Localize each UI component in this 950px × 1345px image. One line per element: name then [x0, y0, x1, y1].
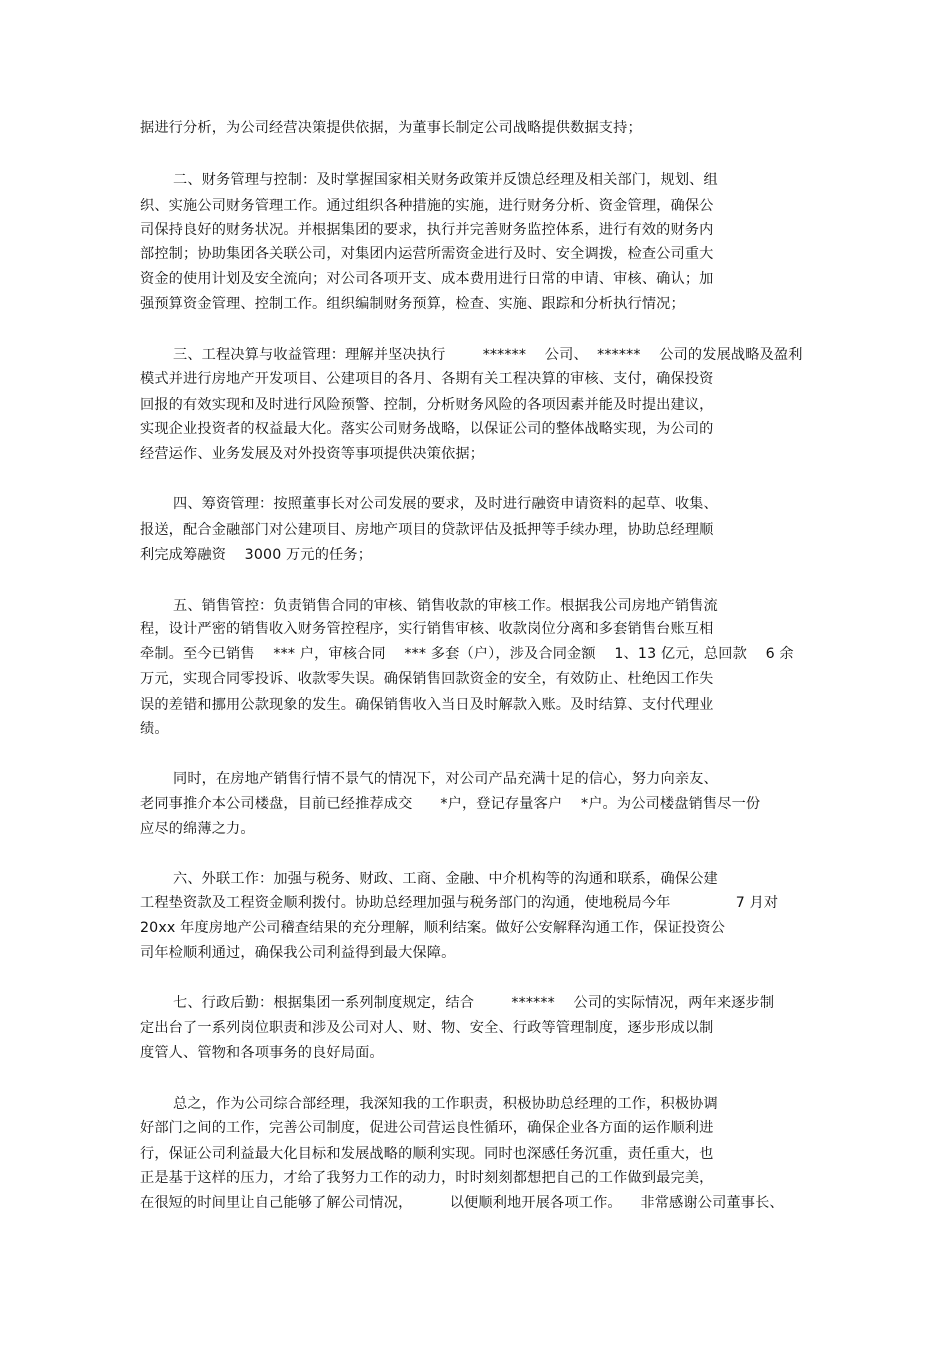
text-line: 误的差错和挪用公款现象的发生。确保销售收入当日及时解款入账。及时结算、支付代理业: [140, 697, 714, 713]
text-line: 定出台了一系列岗位职责和涉及公司对人、财、物、安全、行政等管理制度，逐步形成以制: [140, 1020, 714, 1036]
text-line: 司年检顺利通过，确保我公司利益得到最大保障。: [140, 945, 456, 961]
text-line: 利完成筹融资 3000 万元的任务；: [140, 547, 373, 563]
text-line: 万元，实现合同零投诉、收款零失误。确保销售回款资金的安全，有效防止、杜绝因工作失: [140, 671, 714, 687]
text-line: 牵制。至今已销售 *** 户，审核合同 *** 多套（户），涉及合同金额 1、13 亿元，总回款 6 余: [140, 646, 794, 662]
text-line: 绩。: [140, 721, 169, 737]
text-line: 五、销售管控：负责销售合同的审核、销售收款的审核工作。根据我公司房地产销售流: [173, 598, 718, 614]
text-line: 据进行分析，为公司经营决策提供依据，为董事长制定公司战略提供数据支持；: [140, 120, 642, 136]
text-line: 四、筹资管理：按照董事长对公司发展的要求，及时进行融资申请资料的起草、收集、: [173, 496, 718, 512]
text-line: 程，设计严密的销售收入财务管控程序，实行销售审核、收款岗位分离和多套销售台账互相: [140, 621, 714, 637]
text-line: 度管人、管物和各项事务的良好局面。: [140, 1045, 384, 1061]
text-line: 织、实施公司财务管理工作。通过组织各种措施的实施，进行财务分析、资金管理，确保公: [140, 198, 714, 214]
text-line: 部控制；协助集团各关联公司，对集团内运营所需资金进行及时、安全调拨，检查公司重大: [140, 246, 714, 262]
text-line: 应尽的绵薄之力。: [140, 821, 255, 837]
text-line: 模式并进行房地产开发项目、公建项目的各月、各期有关工程决算的审核、支付，确保投资: [140, 371, 714, 387]
text-line: 资金的使用计划及安全流向；对公司各项开支、成本费用进行日常的申请、审核、确认；加: [140, 271, 714, 287]
text-line: 同时，在房地产销售行情不景气的情况下，对公司产品充满十足的信心，努力向亲友、: [173, 771, 718, 787]
text-line: 二、财务管理与控制：及时掌握国家相关财务政策并反馈总经理及相关部门，规划、组: [173, 172, 718, 188]
text-line: 报送，配合金融部门对公建项目、房地产项目的贷款评估及抵押等手续办理，协助总经理顺: [140, 522, 714, 538]
text-line: 总之，作为公司综合部经理，我深知我的工作职责，积极协助总经理的工作，积极协调: [173, 1096, 718, 1112]
text-line: 三、工程决算与收益管理：理解并坚决执行 ****** 公司、 ****** 公司的发展战略及盈利: [173, 347, 803, 363]
text-line: 六、外联工作：加强与税务、财政、工商、金融、中介机构等的沟通和联系，确保公建: [173, 871, 718, 887]
text-line: 七、行政后勤：根据集团一系列制度规定，结合 ****** 公司的实际情况，两年来逐步制: [173, 995, 775, 1011]
text-line: 20xx 年度房地产公司稽查结果的充分理解，顺利结案。做好公安解释沟通工作，保证投资公: [140, 920, 725, 936]
text-line: 在很短的时间里让自己能够了解公司情况， 以便顺利地开展各项工作。 非常感谢公司董事长、: [140, 1195, 784, 1211]
text-line: 正是基于这样的压力，才给了我努力工作的动力，时时刻刻都想把自己的工作做到最完美，: [140, 1170, 714, 1186]
text-line: 司保持良好的财务状况。并根据集团的要求，执行并完善财务监控体系，进行有效的财务内: [140, 222, 714, 238]
text-line: 行，保证公司利益最大化目标和发展战略的顺利实现。同时也深感任务沉重，责任重大，也: [140, 1146, 714, 1162]
text-line: 强预算资金管理、控制工作。组织编制财务预算，检查、实施、跟踪和分析执行情况；: [140, 296, 685, 312]
text-line: 实现企业投资者的权益最大化。落实公司财务战略，以保证公司的整体战略实现，为公司的: [140, 421, 714, 437]
text-line: 老同事推介本公司楼盘，目前已经推荐成交 *户，登记存量客户 *户。为公司楼盘销售尽一份: [140, 796, 761, 812]
text-line: 回报的有效实现和及时进行风险预警、控制，分析财务风险的各项因素并能及时提出建议，: [140, 397, 714, 413]
text-line: 工程垫资款及工程资金顺利拨付。协助总经理加强与税务部门的沟通，使地税局今年 7 月对: [140, 895, 779, 911]
text-line: 好部门之间的工作，完善公司制度，促进公司营运良性循环，确保企业各方面的运作顺利进: [140, 1120, 714, 1136]
text-line: 经营运作、业务发展及对外投资等事项提供决策依据；: [140, 446, 485, 462]
